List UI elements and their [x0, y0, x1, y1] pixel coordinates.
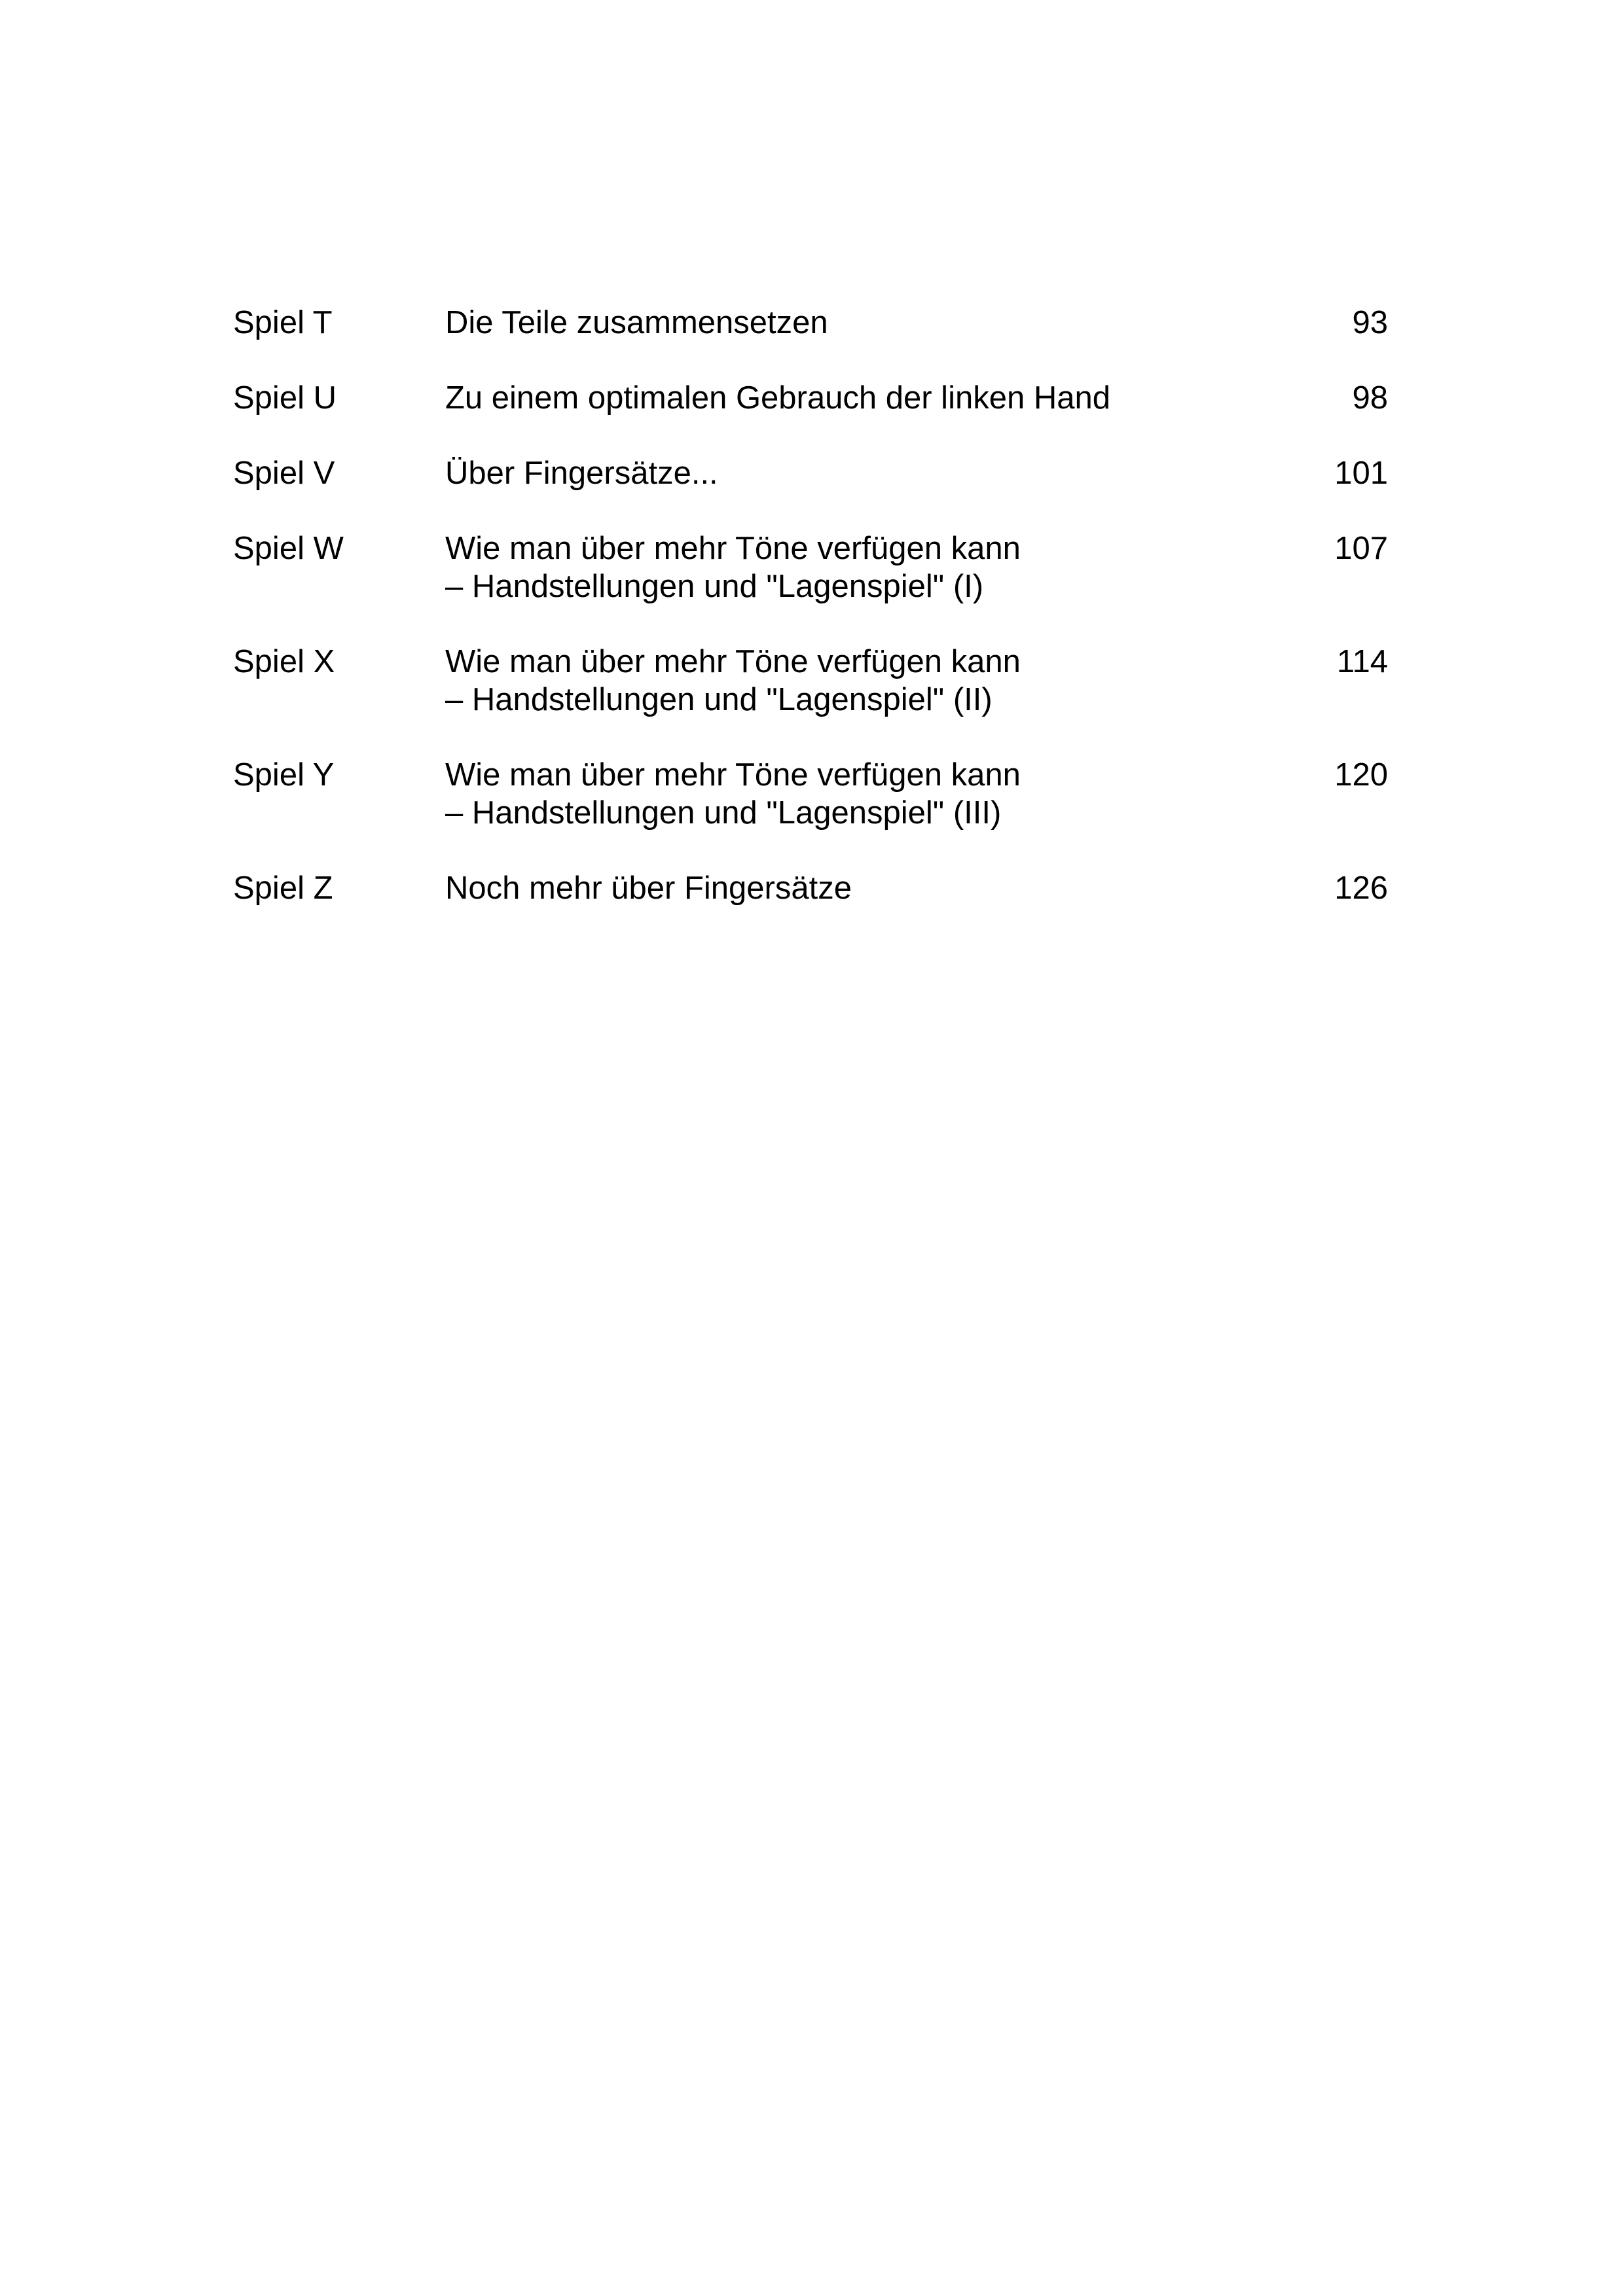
toc-entry-page-number: 114	[1336, 644, 1388, 679]
toc-entry-subtitle-line: – Handstellungen und "Lagenspiel" (I)	[445, 569, 984, 604]
toc-entry-page-number: 101	[1334, 456, 1388, 491]
toc-entry-label: Spiel X	[233, 644, 335, 679]
toc-entry-title	[445, 304, 1257, 342]
toc-entry-page-number: 107	[1334, 531, 1388, 566]
toc-entry-page-number: 93	[1352, 305, 1388, 340]
toc-entry-label: Spiel V	[233, 456, 335, 491]
toc-entry-subtitle-line: – Handstellungen und "Lagenspiel" (III)	[445, 795, 1002, 831]
toc-entry-title	[445, 869, 1257, 907]
toc-entry-title-line: Die Teile zusammensetzen	[445, 305, 828, 340]
toc-entry-spiel-y	[233, 756, 1388, 832]
toc-entry-spiel-u	[233, 379, 1388, 417]
toc-entry-label: Spiel Z	[233, 870, 333, 906]
toc-entry-label: Spiel Y	[233, 757, 335, 793]
toc-entry-title-line: Wie man über mehr Töne verfügen kann	[445, 757, 1021, 793]
toc-entry-title-line: Wie man über mehr Töne verfügen kann	[445, 644, 1021, 679]
toc-entry-subtitle-line: – Handstellungen und "Lagenspiel" (II)	[445, 682, 993, 717]
toc-entry-spiel-w	[233, 529, 1388, 605]
table-of-contents	[233, 304, 1388, 944]
toc-entry-page-number: 126	[1334, 870, 1388, 906]
toc-entry-label: Spiel W	[233, 531, 344, 566]
toc-entry-label: Spiel U	[233, 380, 337, 416]
toc-entry-page-number: 98	[1352, 380, 1388, 416]
toc-entry-title-line: Wie man über mehr Töne verfügen kann	[445, 531, 1021, 566]
toc-entry-title	[445, 756, 1257, 832]
toc-entry-label: Spiel T	[233, 305, 333, 340]
toc-entry-spiel-x	[233, 643, 1388, 719]
toc-entry-title	[445, 529, 1257, 605]
toc-entry-spiel-z	[233, 869, 1388, 907]
toc-entry-title	[445, 454, 1257, 492]
toc-entry-title	[445, 379, 1257, 417]
toc-entry-page-number: 120	[1334, 757, 1388, 793]
toc-entry-spiel-v	[233, 454, 1388, 492]
toc-entry-title-line: Über Fingersätze...	[445, 456, 718, 491]
toc-entry-title-line: Zu einem optimalen Gebrauch der linken Hand	[445, 380, 1110, 416]
toc-entry-title-line: Noch mehr über Fingersätze	[445, 870, 852, 906]
toc-entry-spiel-t	[233, 304, 1388, 342]
toc-entry-title	[445, 643, 1257, 719]
